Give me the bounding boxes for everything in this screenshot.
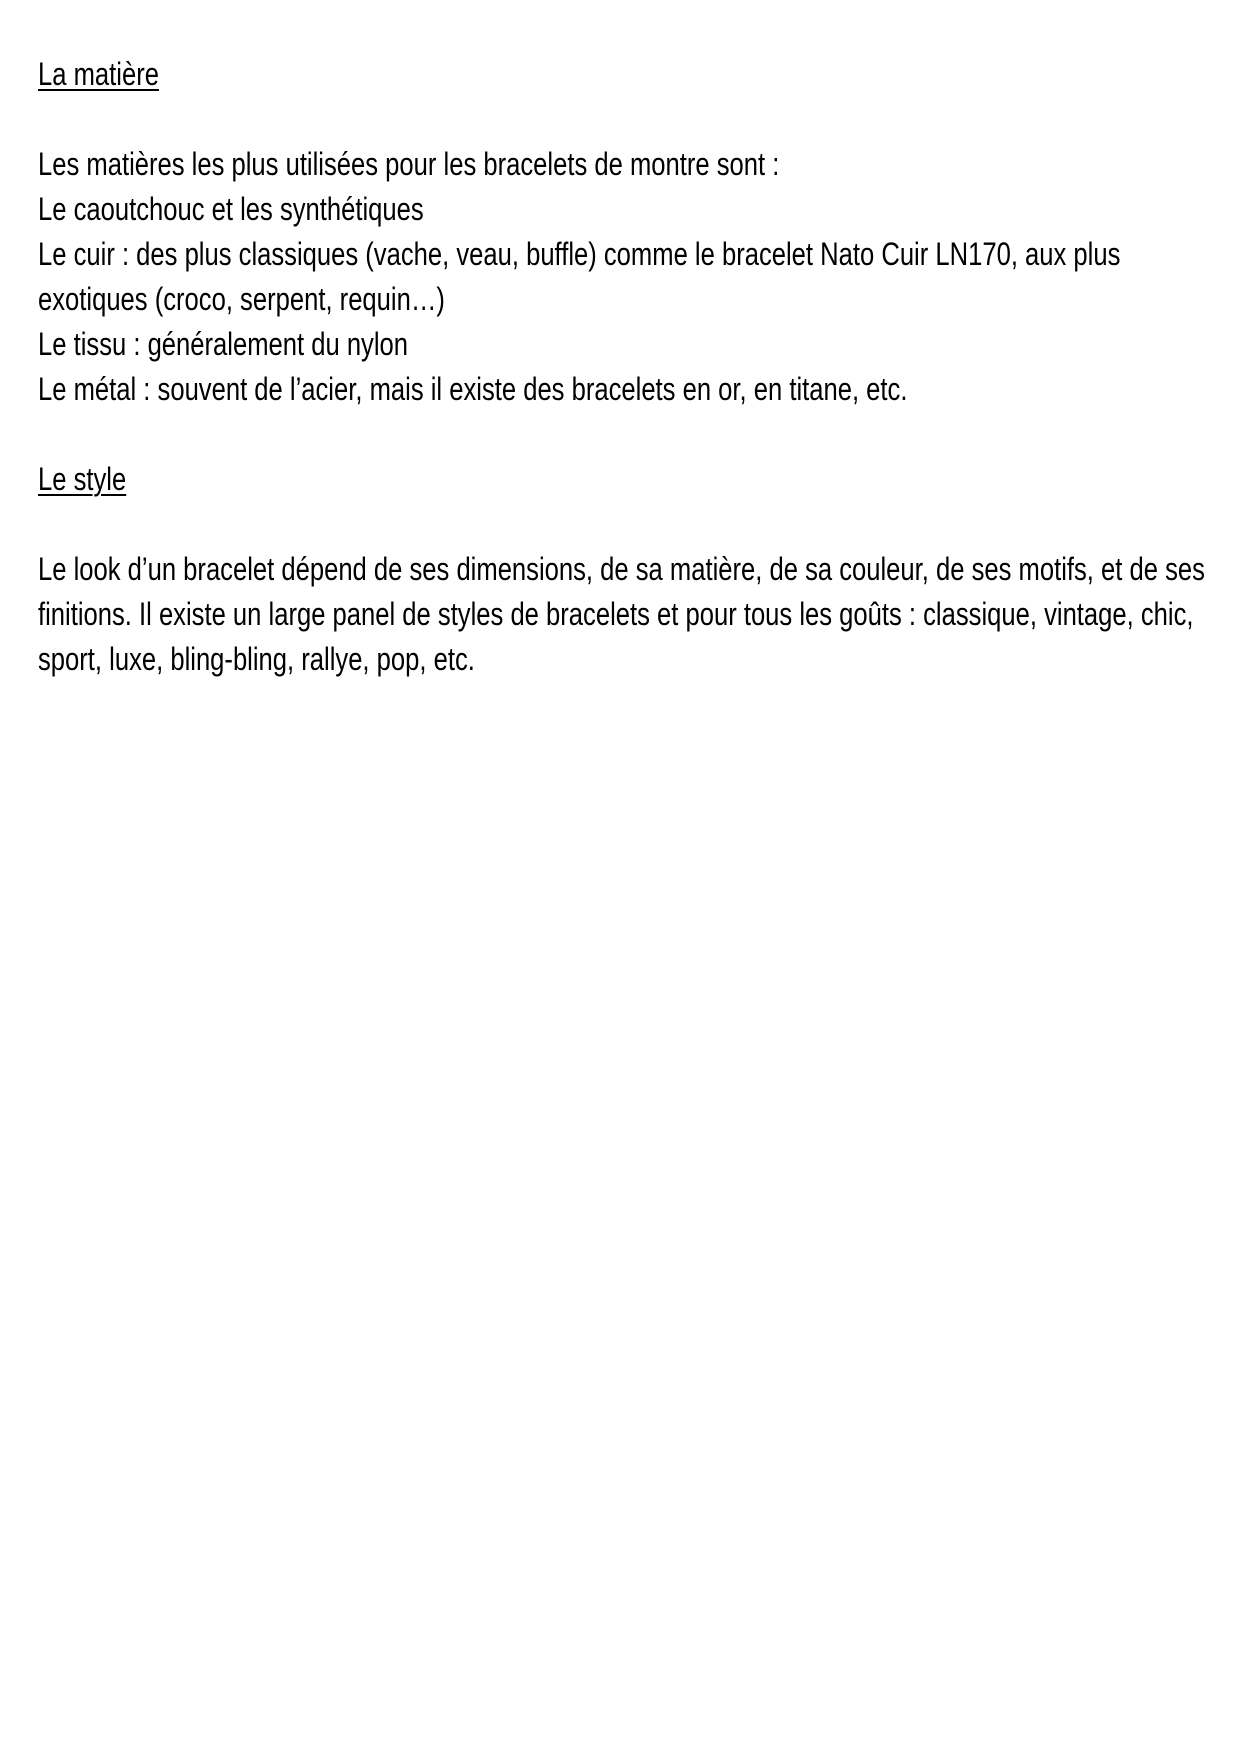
matiere-item-caoutchouc: Le caoutchouc et les synthétiques	[38, 191, 424, 227]
matiere-item-tissu: Le tissu : généralement du nylon	[38, 326, 409, 362]
spacer	[38, 97, 1208, 142]
style-body: Le look d’un bracelet dépend de ses dimensions, de sa matière, de sa couleur, de ses motifs, et de ses finitions. Il existe un large panel de styles de bracelets et pour tous les goûts : classique, vintage, chic, sport, luxe, bling-bling, rallye, pop, etc.	[38, 551, 1205, 677]
spacer	[38, 412, 1208, 457]
document-content	[38, 52, 1208, 682]
section-heading-style: Le style	[38, 461, 127, 497]
text-block	[38, 52, 1208, 682]
section-heading-matiere: La matière	[38, 56, 159, 92]
matiere-intro: Les matières les plus utilisées pour les bracelets de montre sont :	[38, 146, 780, 182]
matiere-item-metal: Le métal : souvent de l’acier, mais il existe des bracelets en or, en titane, etc.	[38, 371, 908, 407]
matiere-item-cuir: Le cuir : des plus classiques (vache, veau, buffle) comme le bracelet Nato Cuir LN170, aux plus exotiques (croco, serpent, requin…)	[38, 236, 1121, 317]
spacer	[38, 502, 1208, 547]
